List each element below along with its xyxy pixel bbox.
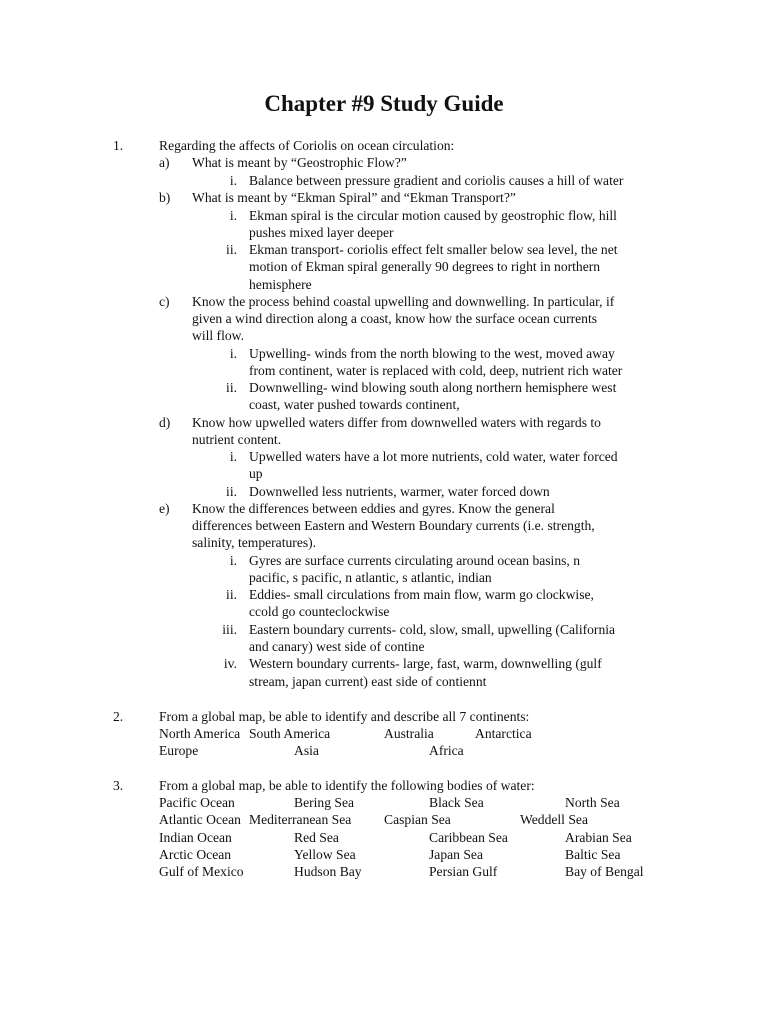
item-e-line-1: Know the differences between eddies and gyres. Know the general <box>192 501 555 516</box>
question-3-number: 3. <box>113 778 124 793</box>
item-d-line-2: nutrient content. <box>192 432 282 447</box>
question-1-number: 1. <box>113 138 124 153</box>
item-c-i-line-2: from continent, water is replaced with cold, deep, nutrient rich water <box>249 363 623 378</box>
item-b-i-line-1: Ekman spiral is the circular motion caused by geostrophic flow, hill <box>249 208 617 223</box>
item-a-i-label: i. <box>229 173 237 188</box>
water-body: Arctic Ocean <box>159 847 232 862</box>
item-e-line-3: salinity, temperatures). <box>192 535 317 550</box>
item-e-ii-line-1: Eddies- small circulations from main flow, warm go clockwise, <box>249 587 594 602</box>
item-d-label: d) <box>159 415 171 430</box>
question-3-text: From a global map, be able to identify the following bodies of water: <box>159 778 535 793</box>
continent-africa: Africa <box>429 743 464 758</box>
item-e-iii-line-2: and canary) west side of contine <box>249 639 425 654</box>
item-a-text: What is meant by “Geostrophic Flow?” <box>192 155 407 170</box>
water-body: Black Sea <box>429 795 484 810</box>
water-body: North Sea <box>565 795 620 810</box>
continent-antarctica: Antarctica <box>475 726 532 741</box>
water-body: Indian Ocean <box>159 830 232 845</box>
water-body: Mediterranean Sea <box>249 812 352 827</box>
item-e-line-2: differences between Eastern and Western Boundary currents (i.e. strength, <box>192 518 595 533</box>
item-e-iv-line-1: Western boundary currents- large, fast, warm, downwelling (gulf <box>249 656 602 671</box>
item-e-ii-label: ii. <box>226 587 237 602</box>
item-d-i-line-1: Upwelled waters have a lot more nutrients, cold water, water forced <box>249 449 618 464</box>
water-body: Yellow Sea <box>294 847 356 862</box>
item-d-ii-label: ii. <box>226 484 237 499</box>
item-b-ii-line-1: Ekman transport- coriolis effect felt smaller below sea level, the net <box>249 242 618 257</box>
item-e-iii-label: iii. <box>222 622 237 637</box>
item-b-ii-line-2: motion of Ekman spiral generally 90 degrees to right in northern <box>249 259 601 274</box>
item-c-line-1: Know the process behind coastal upwelling and downwelling. In particular, if <box>192 294 615 309</box>
item-e-label: e) <box>159 501 170 516</box>
item-d-i-label: i. <box>229 449 237 464</box>
continent-south-america: South America <box>249 726 331 741</box>
question-2-number: 2. <box>113 709 124 724</box>
item-c-ii-line-1: Downwelling- wind blowing south along northern hemisphere west <box>249 380 617 395</box>
item-e-i-line-2: pacific, s pacific, n atlantic, s atlantic, indian <box>249 570 492 585</box>
item-a-i-line-1: Balance between pressure gradient and coriolis causes a hill of water <box>249 173 624 188</box>
item-c-ii-line-2: coast, water pushed towards continent, <box>249 397 460 412</box>
water-body: Bay of Bengal <box>565 864 644 879</box>
continent-north-america: North America <box>159 726 241 741</box>
water-body: Gulf of Mexico <box>159 864 244 879</box>
water-body: Bering Sea <box>294 795 355 810</box>
item-c-i-line-1: Upwelling- winds from the north blowing to the west, moved away <box>249 346 615 361</box>
continent-asia: Asia <box>294 743 319 758</box>
item-b-i-line-2: pushes mixed layer deeper <box>249 225 394 240</box>
water-body: Baltic Sea <box>565 847 621 862</box>
item-c-line-3: will flow. <box>192 328 244 343</box>
item-e-i-line-1: Gyres are surface currents circulating around ocean basins, n <box>249 553 581 568</box>
water-body: Caspian Sea <box>384 812 451 827</box>
continent-australia: Australia <box>384 726 434 741</box>
item-a-label: a) <box>159 155 170 170</box>
water-body: Arabian Sea <box>565 830 632 845</box>
item-c-ii-label: ii. <box>226 380 237 395</box>
item-e-iv-line-2: stream, japan current) east side of contiennt <box>249 674 487 689</box>
water-body: Weddell Sea <box>520 812 588 827</box>
item-d-i-line-2: up <box>249 466 263 481</box>
item-c-i-label: i. <box>229 346 237 361</box>
item-b-text: What is meant by “Ekman Spiral” and “Ekman Transport?” <box>192 190 516 205</box>
water-body: Japan Sea <box>429 847 483 862</box>
item-e-ii-line-2: ccold go counteclockwise <box>249 604 390 619</box>
question-2-text: From a global map, be able to identify and describe all 7 continents: <box>159 709 530 724</box>
item-e-iv-label: iv. <box>223 656 237 671</box>
question-1-text: Regarding the affects of Coriolis on ocean circulation: <box>159 138 455 153</box>
page-title: Chapter #9 Study Guide <box>264 91 504 116</box>
item-c-label: c) <box>159 294 170 309</box>
item-d-ii-line-1: Downwelled less nutrients, warmer, water forced down <box>249 484 550 499</box>
water-body: Caribbean Sea <box>429 830 508 845</box>
item-b-label: b) <box>159 190 171 205</box>
water-body: Atlantic Ocean <box>159 812 241 827</box>
water-body: Persian Gulf <box>429 864 498 879</box>
item-e-i-label: i. <box>229 553 237 568</box>
item-c-line-2: given a wind direction along a coast, know how the surface ocean currents <box>192 311 598 326</box>
item-d-line-1: Know how upwelled waters differ from downwelled waters with regards to <box>192 415 601 430</box>
water-body: Hudson Bay <box>294 864 362 879</box>
item-b-ii-label: ii. <box>226 242 237 257</box>
item-b-i-label: i. <box>229 208 237 223</box>
item-b-ii-line-3: hemisphere <box>249 277 312 292</box>
water-body: Pacific Ocean <box>159 795 235 810</box>
item-e-iii-line-1: Eastern boundary currents- cold, slow, small, upwelling (California <box>249 622 616 637</box>
continent-europe: Europe <box>159 743 199 758</box>
water-body: Red Sea <box>294 830 339 845</box>
